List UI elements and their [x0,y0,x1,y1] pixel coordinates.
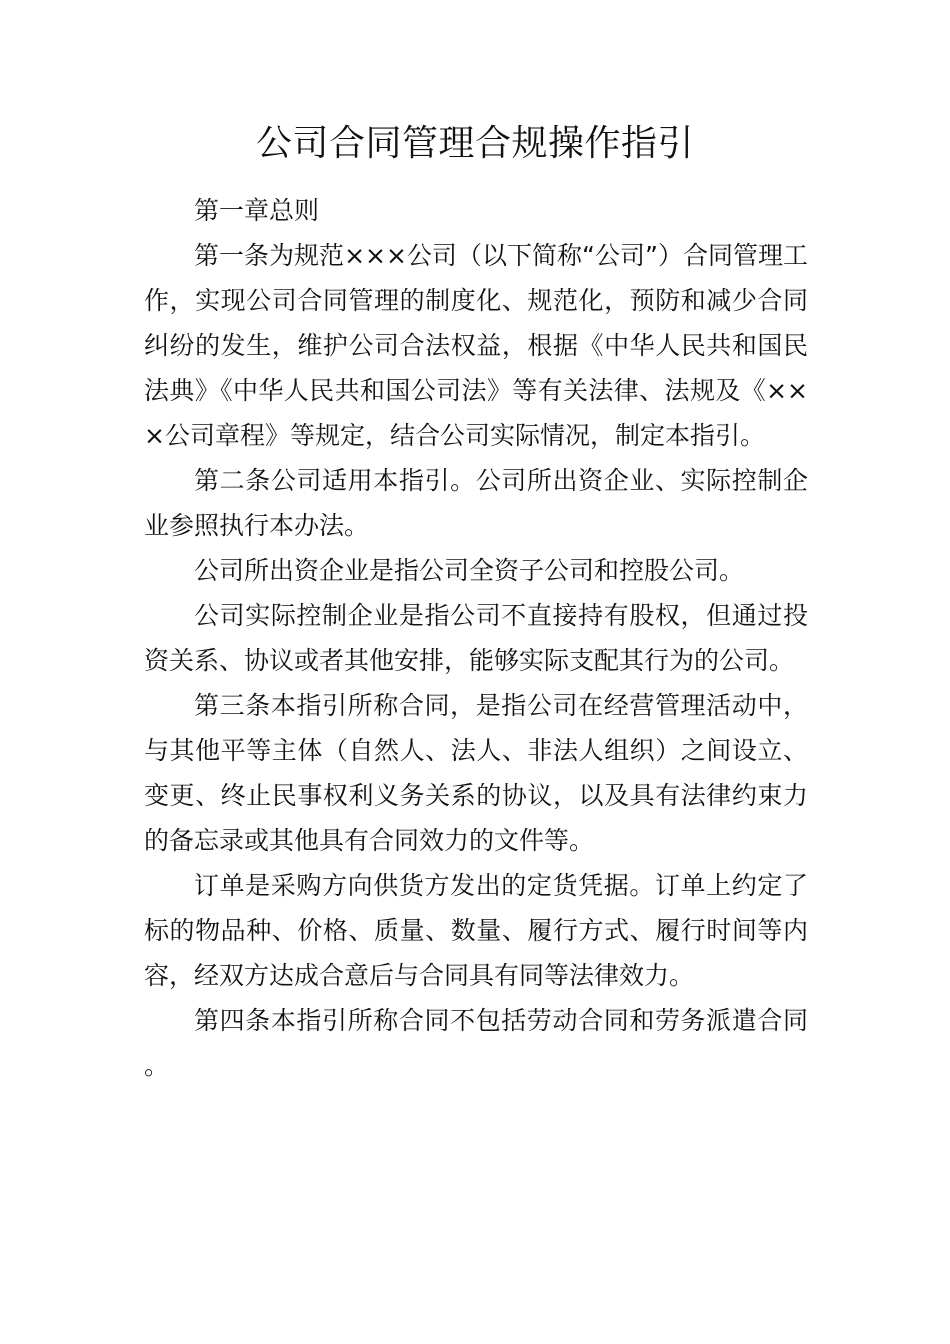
controlled-enterprise-definition: 公司实际控制企业是指公司不直接持有股权，但通过投资关系、协议或者其他安排，能够实际支配其行为的公司。 [144,601,808,675]
article-1-paragraph: 第一条为规范×××公司（以下简称“公司”）合同管理工作，实现公司合同管理的制度化、规范化，预防和减少合同纠纷的发生，维护公司合法权益，根据《中华人民共和国民法典》《中华人民共和国公司法》等有关法律、法规及《×××公司章程》等规定，结合公司实际情况，制定本指引。 [144,241,808,450]
document-body [144,188,808,1088]
article-2-paragraph: 第二条公司适用本指引。公司所出资企业、实际控制企业参照执行本办法。 [144,466,808,540]
invested-enterprise-definition: 公司所出资企业是指公司全资子公司和控股公司。 [194,556,745,585]
chapter-heading: 第一章总则 [194,196,320,225]
article-3-paragraph: 第三条本指引所称合同，是指公司在经营管理活动中，与其他平等主体（自然人、法人、非法人组织）之间设立、变更、终止民事权利义务关系的协议，以及具有法律约束力的备忘录或其他具有合同效力的文件等。 [144,691,808,855]
document-title: 公司合同管理合规操作指引 [255,123,694,164]
order-definition-paragraph: 订单是采购方向供货方发出的定货凭据。订单上约定了标的物品种、价格、质量、数量、履行方式、履行时间等内容，经双方达成合意后与合同具有同等法律效力。 [144,871,808,990]
article-4-paragraph: 第四条本指引所称合同不包括劳动合同和劳务派遣合同。 [144,1006,808,1080]
